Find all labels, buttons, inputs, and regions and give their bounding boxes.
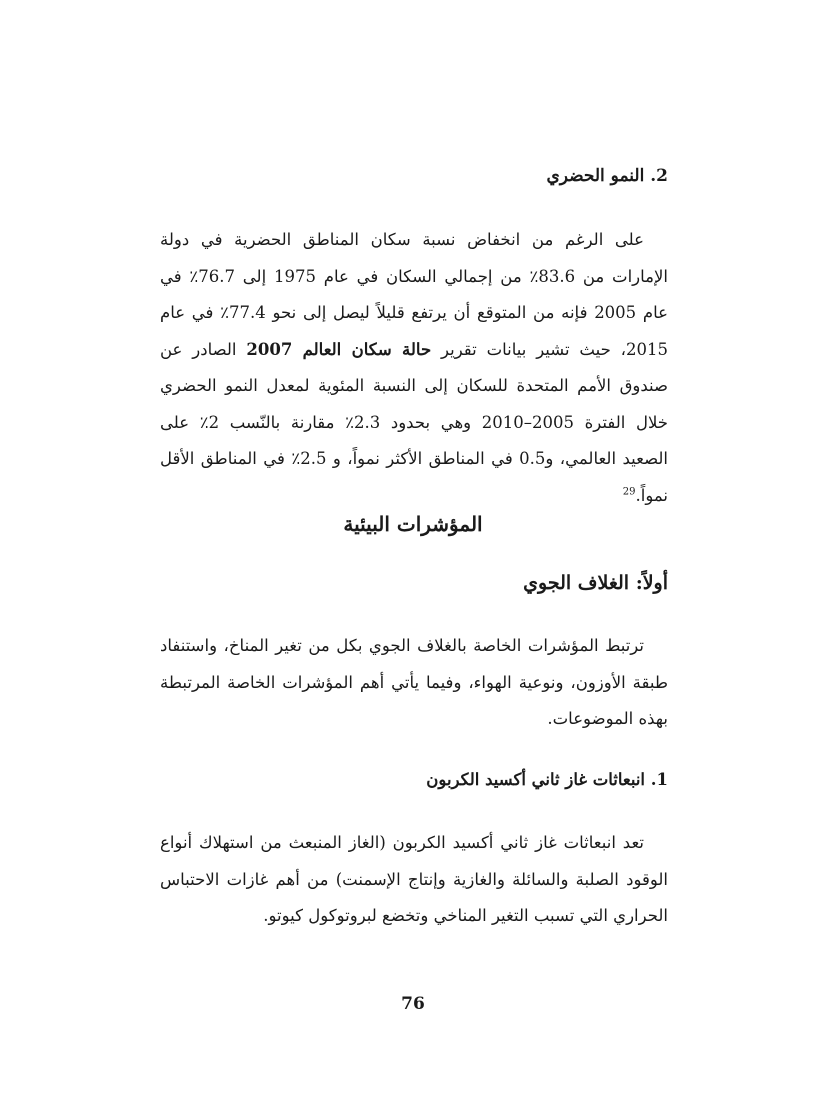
footnote-marker: 29 xyxy=(622,486,636,497)
subheading-atmosphere: أولاً: الغلاف الجوي xyxy=(523,572,668,594)
section-title: المؤشرات البيئية xyxy=(343,512,483,536)
para1-bold-report-title: حالة سكان العالم 2007 xyxy=(246,339,432,359)
paragraph-urban-growth xyxy=(160,222,668,514)
heading-co2-emissions: 1. انبعاثات غاز ثاني أكسيد الكربون xyxy=(426,770,668,789)
page-number: 76 xyxy=(401,994,425,1014)
para1-text-b: الصادر عن صندوق الأمم المتحدة للسكان إلى النسبة المئوية لمعدل النمو الحضري خلال الفترة 2005–2010 وهي بحدود 2.3٪ مقارنة بالنّسب 2٪ على الصعيد العالمي، و0.5 في المناطق الأكثر نمواً، و 2.5٪ في المناطق الأقل نمواً. xyxy=(160,339,668,505)
paragraph-co2: تعد انبعاثات غاز ثاني أكسيد الكربون (الغاز المنبعث من استهلاك أنواع الوقود الصلبة والسائلة والغازية وإنتاج الإسمنت) من أهم غازات الاحتباس الحراري التي تسبب التغير المناخي وتخضع لبروتوكول كيوتو. xyxy=(160,833,668,925)
heading-urban-growth: 2. النمو الحضري xyxy=(546,166,668,186)
paragraph-atmosphere: ترتبط المؤشرات الخاصة بالغلاف الجوي بكل من تغير المناخ، واستنفاد طبقة الأوزون، ونوعية الهواء، وفيما يأتي أهم المؤشرات الخاصة المرتبطة بهذه الموضوعات. xyxy=(160,636,668,728)
para1-text-a: على الرغم من انخفاض نسبة سكان المناطق الحضرية في دولة الإمارات من 83.6٪ من إجمالي السكان في عام 1975 إلى 76.7٪ في عام 2005 فإنه من المتوقع أن يرتفع قليلاً ليصل إلى نحو 77.4٪ في عام 2015، حيث تشير بيانات تقرير xyxy=(160,230,668,359)
